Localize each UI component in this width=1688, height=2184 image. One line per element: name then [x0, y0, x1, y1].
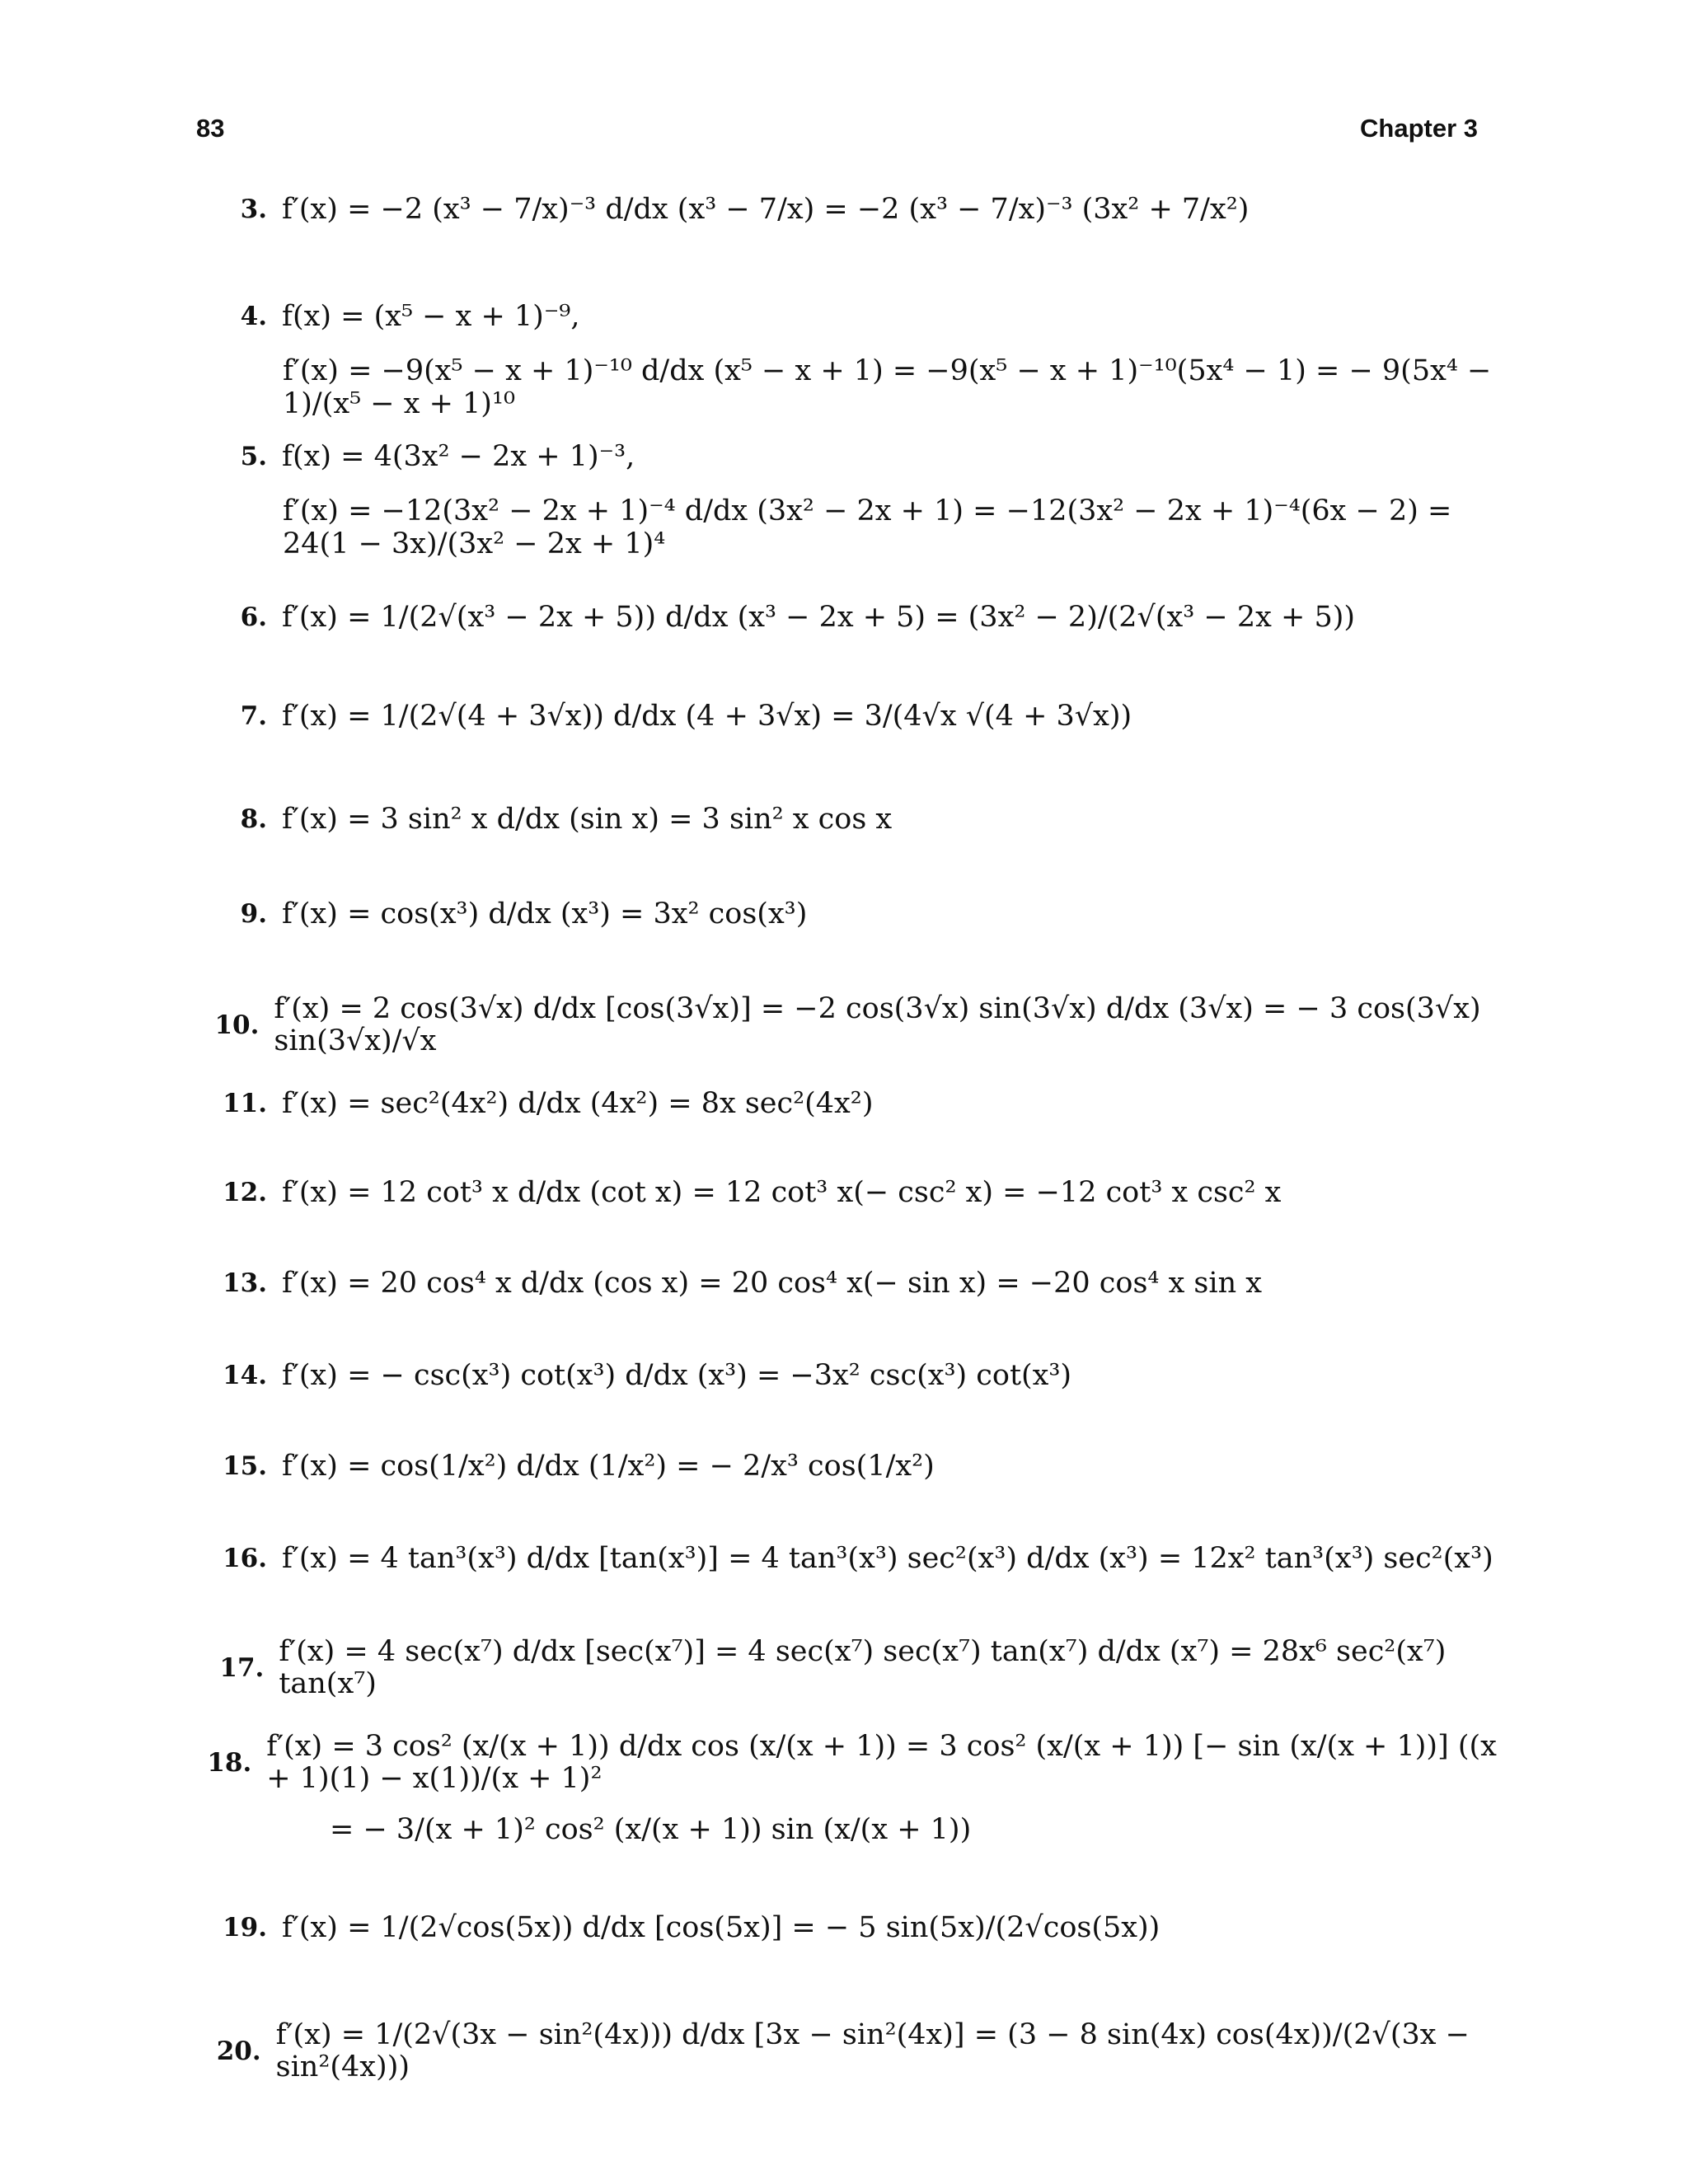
equation: f′(x) = −2 (x³ − 7/x)⁻³ d/dx (x³ − 7/x) = −2 (x³ − 7/x)⁻³ (3x² + 7/x²): [282, 193, 1250, 226]
problem-label: 18.: [207, 1747, 252, 1778]
equation: f(x) = 4(3x² − 2x + 1)⁻³,: [282, 440, 635, 473]
equation: f′(x) = 4 tan³(x³) d/dx [tan(x³)] = 4 tan³(x³) sec²(x³) d/dx (x³) = 12x² tan³(x³) sec²(x³): [282, 1542, 1493, 1575]
problem-4: [196, 301, 1498, 333]
problem-12: [196, 1177, 1498, 1209]
problem-8: [196, 804, 1498, 836]
problem-6: [196, 602, 1498, 634]
problem-18: [196, 1731, 1498, 1794]
equation: f′(x) = cos(x³) d/dx (x³) = 3x² cos(x³): [282, 898, 808, 930]
problem-label: 9.: [240, 899, 267, 930]
problem-19: [196, 1912, 1498, 1944]
equation: f′(x) = 3 cos² (x/(x + 1)) d/dx cos (x/(x + 1)) = 3 cos² (x/(x + 1)) [− sin (x/(x + 1))] ((x + 1)(1) − x(1))/(x + 1)²: [266, 1730, 1497, 1795]
problem-10: [196, 993, 1498, 1057]
problem-label: 5.: [240, 442, 267, 472]
chapter-title: Chapter 3: [1360, 114, 1478, 143]
problem-label: 20.: [216, 2036, 261, 2066]
problem-4-line-2: f′(x) = −9(x⁵ − x + 1)⁻¹⁰ d/dx (x⁵ − x + 1) = −9(x⁵ − x + 1)⁻¹⁰(5x⁴ − 1) = − 9(5x⁴ − 1)/(x⁵ − x + 1)¹⁰: [283, 354, 1492, 420]
problem-label: 19.: [223, 1913, 267, 1943]
problem-label: 15.: [223, 1451, 267, 1482]
problem-17: [196, 1636, 1498, 1699]
equation: f′(x) = 3 sin² x d/dx (sin x) = 3 sin² x cos x: [282, 803, 893, 836]
page-number: 83: [196, 114, 225, 143]
equation: f(x) = (x⁵ − x + 1)⁻⁹,: [282, 300, 580, 333]
equation: f′(x) = 1/(2√(3x − sin²(4x))) d/dx [3x − sin²(4x)] = (3 − 8 sin(4x) cos(4x))/(2√(3x − sin²(4x))): [275, 2018, 1470, 2083]
equation: f′(x) = 20 cos⁴ x d/dx (cos x) = 20 cos⁴ x(− sin x) = −20 cos⁴ x sin x: [282, 1267, 1262, 1300]
equation: f′(x) = 1/(2√cos(5x)) d/dx [cos(5x)] = − 5 sin(5x)/(2√cos(5x)): [282, 1911, 1160, 1944]
problem-15: [196, 1451, 1498, 1483]
problem-label: 4.: [240, 302, 267, 332]
equation: f′(x) = 1/(2√(x³ − 2x + 5)) d/dx (x³ − 2x + 5) = (3x² − 2)/(2√(x³ − 2x + 5)): [282, 601, 1356, 634]
problem-label: 11.: [223, 1089, 267, 1119]
problem-label: 10.: [214, 1010, 260, 1040]
problem-label: 17.: [219, 1652, 265, 1683]
equation: f′(x) = 12 cot³ x d/dx (cot x) = 12 cot³ x(− csc² x) = −12 cot³ x csc² x: [282, 1176, 1282, 1209]
problem-label: 6.: [240, 602, 267, 633]
problem-14: [196, 1360, 1498, 1392]
equation: f′(x) = 2 cos(3√x) d/dx [cos(3√x)] = −2 cos(3√x) sin(3√x) d/dx (3√x) = − 3 cos(3√x) sin(3√x)/√x: [274, 992, 1481, 1057]
equation: f′(x) = cos(1/x²) d/dx (1/x²) = − 2/x³ cos(1/x²): [282, 1450, 935, 1483]
equation: f′(x) = sec²(4x²) d/dx (4x²) = 8x sec²(4x²): [282, 1087, 874, 1120]
problem-11: [196, 1088, 1498, 1120]
problem-label: 16.: [223, 1544, 267, 1574]
problem-9: [196, 898, 1498, 930]
equation: f′(x) = 4 sec(x⁷) d/dx [sec(x⁷)] = 4 sec(x⁷) sec(x⁷) tan(x⁷) d/dx (x⁷) = 28x⁶ sec²(x⁷) tan(x⁷): [279, 1635, 1447, 1700]
problem-label: 14.: [223, 1361, 267, 1391]
problem-label: 8.: [240, 804, 267, 835]
problem-3: [196, 194, 1498, 226]
problem-label: 12.: [223, 1178, 267, 1208]
problem-13: [196, 1268, 1498, 1300]
problem-16: [196, 1543, 1498, 1575]
problem-20: [196, 2019, 1498, 2083]
problem-5-line-2: f′(x) = −12(3x² − 2x + 1)⁻⁴ d/dx (3x² − 2x + 1) = −12(3x² − 2x + 1)⁻⁴(6x − 2) = 24(1 − 3x)/(3x² − 2x + 1)⁴: [283, 494, 1452, 560]
problem-label: 3.: [240, 194, 267, 225]
problem-18-line-2: = − 3/(x + 1)² cos² (x/(x + 1)) sin (x/(x + 1)): [330, 1813, 972, 1846]
problem-label: 7.: [240, 701, 267, 732]
problem-7: [196, 701, 1498, 733]
problem-5: [196, 441, 1498, 473]
equation: f′(x) = 1/(2√(4 + 3√x)) d/dx (4 + 3√x) = 3/(4√x √(4 + 3√x)): [282, 700, 1132, 733]
equation: f′(x) = − csc(x³) cot(x³) d/dx (x³) = −3x² csc(x³) cot(x³): [282, 1359, 1072, 1392]
problem-label: 13.: [223, 1268, 267, 1299]
